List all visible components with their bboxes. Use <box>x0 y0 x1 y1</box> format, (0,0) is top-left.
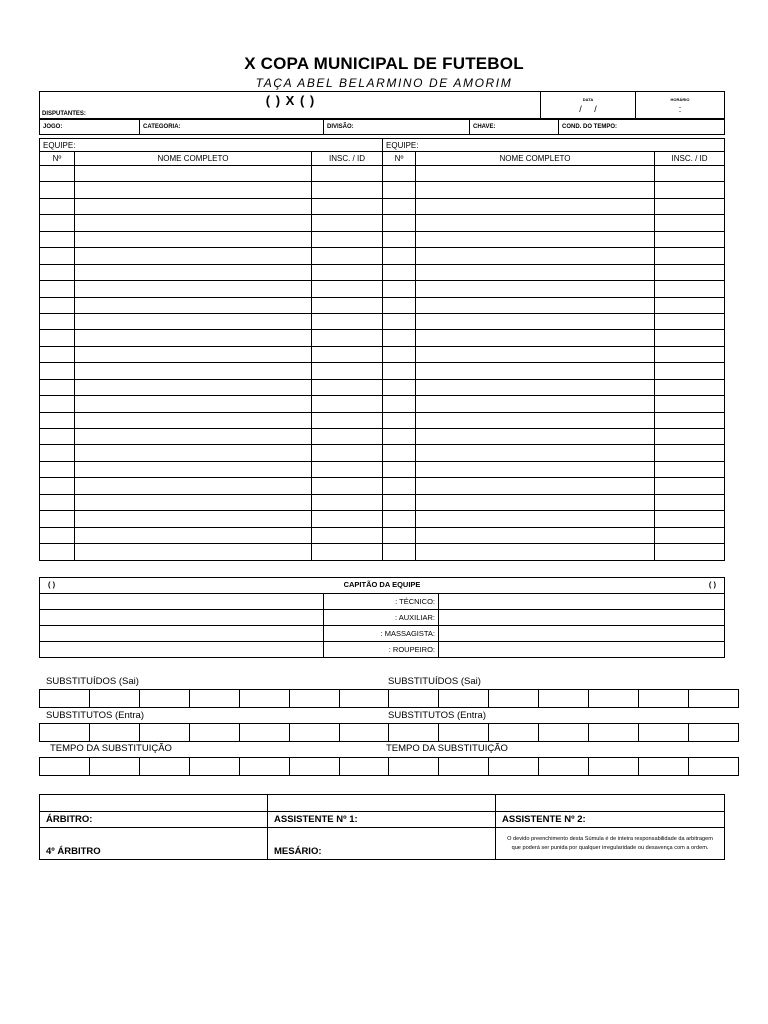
player-num-b-cell[interactable] <box>383 511 416 527</box>
player-insc-b-cell[interactable] <box>655 297 725 313</box>
auxiliar-right-field[interactable] <box>439 610 725 626</box>
player-insc-b-cell[interactable] <box>655 511 725 527</box>
player-num-b-cell[interactable] <box>383 379 416 395</box>
player-row <box>40 313 725 329</box>
player-insc-a-cell[interactable] <box>312 527 383 543</box>
col-insc-b: INSC. / ID <box>655 152 725 166</box>
player-num-a-cell[interactable] <box>40 478 75 494</box>
officials-blank-1[interactable] <box>40 795 268 812</box>
player-num-a-cell[interactable] <box>40 445 75 461</box>
player-insc-a-cell[interactable] <box>312 544 383 560</box>
player-num-b-cell[interactable] <box>383 544 416 560</box>
player-row <box>40 527 725 543</box>
player-num-a-cell[interactable] <box>40 429 75 445</box>
player-num-a-cell[interactable] <box>40 231 75 247</box>
player-nome-a-cell[interactable] <box>75 346 312 362</box>
player-insc-b-cell[interactable] <box>655 412 725 428</box>
player-nome-b-cell[interactable] <box>416 527 655 543</box>
player-num-a-cell[interactable] <box>40 198 75 214</box>
player-nome-a-cell[interactable] <box>75 182 312 198</box>
player-row <box>40 412 725 428</box>
player-num-a-cell[interactable] <box>40 281 75 297</box>
player-nome-a-cell[interactable] <box>75 412 312 428</box>
player-num-a-cell[interactable] <box>40 313 75 329</box>
player-row <box>40 281 725 297</box>
player-insc-a-cell[interactable] <box>312 429 383 445</box>
officials-blank-3[interactable] <box>496 795 725 812</box>
cond-tempo-field[interactable]: COND. DO TEMPO: <box>559 120 725 135</box>
player-row <box>40 379 725 395</box>
substitution-cell[interactable] <box>439 758 489 776</box>
player-row <box>40 363 725 379</box>
player-nome-a-cell[interactable] <box>75 494 312 510</box>
player-insc-b-cell[interactable] <box>655 461 725 477</box>
substitution-cell[interactable] <box>189 724 239 742</box>
substituidos-grid <box>39 689 739 708</box>
player-insc-b-cell[interactable] <box>655 182 725 198</box>
player-row <box>40 330 725 346</box>
player-insc-a-cell[interactable] <box>312 363 383 379</box>
player-insc-b-cell[interactable] <box>655 248 725 264</box>
player-insc-b-cell[interactable] <box>655 396 725 412</box>
substitutos-a-label: SUBSTITUTOS (Entra) <box>46 710 145 721</box>
assistente1-field[interactable]: ASSISTENTE Nº 1: <box>268 812 496 828</box>
substituidos-b-label: SUBSTITUÍDOS (Sai) <box>388 676 481 687</box>
player-num-b-cell[interactable] <box>383 494 416 510</box>
staff-table <box>39 577 725 658</box>
player-insc-b-cell[interactable] <box>655 231 725 247</box>
player-nome-b-cell[interactable] <box>416 346 655 362</box>
player-nome-a-cell[interactable] <box>75 461 312 477</box>
player-nome-b-cell[interactable] <box>416 544 655 560</box>
player-num-b-cell[interactable] <box>383 527 416 543</box>
player-insc-a-cell[interactable] <box>312 379 383 395</box>
player-nome-a-cell[interactable] <box>75 396 312 412</box>
player-nome-b-cell[interactable] <box>416 297 655 313</box>
player-nome-b-cell[interactable] <box>416 461 655 477</box>
col-nome-a: NOME COMPLETO <box>75 152 312 166</box>
time-value: : <box>678 104 682 114</box>
col-num-a: Nº <box>40 152 75 166</box>
player-nome-b-cell[interactable] <box>416 182 655 198</box>
substitution-cell[interactable] <box>40 690 90 708</box>
player-row <box>40 215 725 231</box>
substituidos-a-label: SUBSTITUÍDOS (Sai) <box>46 676 139 687</box>
tempo-a-label: TEMPO DA SUBSTITUIÇÃO <box>50 743 172 754</box>
tecnico-left-field[interactable] <box>40 594 324 610</box>
player-num-a-cell[interactable] <box>40 166 75 182</box>
player-nome-b-cell[interactable] <box>416 231 655 247</box>
substitution-cell[interactable] <box>539 690 589 708</box>
player-nome-b-cell[interactable] <box>416 215 655 231</box>
player-nome-b-cell[interactable] <box>416 379 655 395</box>
substitution-cell[interactable] <box>289 690 339 708</box>
player-row <box>40 494 725 510</box>
player-insc-a-cell[interactable] <box>312 445 383 461</box>
player-num-b-cell[interactable] <box>383 182 416 198</box>
substitution-cell[interactable] <box>489 724 539 742</box>
player-nome-a-cell[interactable] <box>75 281 312 297</box>
player-insc-a-cell[interactable] <box>312 412 383 428</box>
player-insc-a-cell[interactable] <box>312 461 383 477</box>
roupeiro-label: : ROUPEIRO: <box>324 642 439 658</box>
substitution-cell[interactable] <box>688 724 738 742</box>
player-num-b-cell[interactable] <box>383 445 416 461</box>
player-row <box>40 461 725 477</box>
substitution-cell[interactable] <box>139 758 189 776</box>
player-num-a-cell[interactable] <box>40 544 75 560</box>
auxiliar-label: : AUXILIAR: <box>324 610 439 626</box>
player-row <box>40 297 725 313</box>
substitution-cell[interactable] <box>688 690 738 708</box>
col-insc-a: INSC. / ID <box>312 152 383 166</box>
player-nome-b-cell[interactable] <box>416 330 655 346</box>
player-insc-a-cell[interactable] <box>312 198 383 214</box>
substitution-cell[interactable] <box>639 690 689 708</box>
substitution-cell[interactable] <box>539 724 589 742</box>
player-insc-b-cell[interactable] <box>655 544 725 560</box>
player-num-b-cell[interactable] <box>383 346 416 362</box>
form-subtitle: TAÇA ABEL BELARMINO DE AMORIM <box>255 76 513 90</box>
player-num-b-cell[interactable] <box>383 429 416 445</box>
player-row <box>40 346 725 362</box>
substitution-cell[interactable] <box>339 758 389 776</box>
player-nome-b-cell[interactable] <box>416 313 655 329</box>
player-num-a-cell[interactable] <box>40 527 75 543</box>
player-num-a-cell[interactable] <box>40 494 75 510</box>
player-row <box>40 429 725 445</box>
player-num-a-cell[interactable] <box>40 379 75 395</box>
player-nome-b-cell[interactable] <box>416 363 655 379</box>
date-label: DATA <box>582 97 594 102</box>
substitution-cell[interactable] <box>489 690 539 708</box>
player-nome-b-cell[interactable] <box>416 429 655 445</box>
substitution-cell[interactable] <box>239 758 289 776</box>
player-num-b-cell[interactable] <box>383 198 416 214</box>
player-insc-a-cell[interactable] <box>312 297 383 313</box>
substitution-cell[interactable] <box>239 724 289 742</box>
substitutos-grid <box>39 723 739 742</box>
disputantes-cell[interactable] <box>40 92 541 119</box>
substitution-cell[interactable] <box>439 690 489 708</box>
substitution-cell[interactable] <box>139 724 189 742</box>
divisao-field[interactable]: DIVISÃO: <box>324 120 470 135</box>
time-label: HORÁRIO <box>670 97 690 102</box>
substitution-cell[interactable] <box>389 724 439 742</box>
player-insc-a-cell[interactable] <box>312 313 383 329</box>
player-insc-b-cell[interactable] <box>655 346 725 362</box>
player-insc-b-cell[interactable] <box>655 264 725 280</box>
player-row <box>40 396 725 412</box>
player-num-a-cell[interactable] <box>40 346 75 362</box>
player-insc-b-cell[interactable] <box>655 379 725 395</box>
player-nome-a-cell[interactable] <box>75 527 312 543</box>
captain-left: ( ) <box>48 580 56 589</box>
captain-label: CAPITÃO DA EQUIPE <box>343 580 421 589</box>
player-insc-a-cell[interactable] <box>312 281 383 297</box>
player-num-a-cell[interactable] <box>40 264 75 280</box>
player-nome-a-cell[interactable] <box>75 478 312 494</box>
player-nome-b-cell[interactable] <box>416 166 655 182</box>
tecnico-label: : TÉCNICO: <box>324 594 439 610</box>
player-num-b-cell[interactable] <box>383 231 416 247</box>
quarto-arbitro-field[interactable]: 4º ÁRBITRO <box>40 844 268 860</box>
player-insc-b-cell[interactable] <box>655 330 725 346</box>
substitution-cell[interactable] <box>639 724 689 742</box>
officials-blank-2[interactable] <box>268 795 496 812</box>
equipe-b-field[interactable]: EQUIPE: <box>383 139 725 152</box>
form-title: X COPA MUNICIPAL DE FUTEBOL <box>244 54 524 73</box>
player-row <box>40 264 725 280</box>
player-insc-b-cell[interactable] <box>655 198 725 214</box>
player-row <box>40 248 725 264</box>
massagista-left-field[interactable] <box>40 626 324 642</box>
substitution-cell[interactable] <box>339 724 389 742</box>
player-nome-a-cell[interactable] <box>75 297 312 313</box>
player-insc-b-cell[interactable] <box>655 215 725 231</box>
player-insc-b-cell[interactable] <box>655 527 725 543</box>
substitution-cell[interactable] <box>489 758 539 776</box>
player-nome-b-cell[interactable] <box>416 248 655 264</box>
player-num-b-cell[interactable] <box>383 215 416 231</box>
player-num-a-cell[interactable] <box>40 248 75 264</box>
player-insc-b-cell[interactable] <box>655 281 725 297</box>
player-insc-b-cell[interactable] <box>655 478 725 494</box>
substitution-cell[interactable] <box>539 758 589 776</box>
massagista-label: : MASSAGISTA: <box>324 626 439 642</box>
player-num-a-cell[interactable] <box>40 215 75 231</box>
player-nome-a-cell[interactable] <box>75 166 312 182</box>
player-nome-a-cell[interactable] <box>75 231 312 247</box>
player-nome-a-cell[interactable] <box>75 215 312 231</box>
player-num-b-cell[interactable] <box>383 412 416 428</box>
chave-field[interactable]: CHAVE: <box>470 120 559 135</box>
match-header-table <box>39 91 725 119</box>
substitution-cell[interactable] <box>89 690 139 708</box>
player-num-a-cell[interactable] <box>40 461 75 477</box>
player-num-a-cell[interactable] <box>40 511 75 527</box>
substitutos-b-label: SUBSTITUTOS (Entra) <box>388 710 487 721</box>
arbitro-field[interactable]: ÁRBITRO: <box>40 812 268 828</box>
player-num-b-cell[interactable] <box>383 297 416 313</box>
player-num-b-cell[interactable] <box>383 396 416 412</box>
player-row <box>40 166 725 182</box>
substitution-cell[interactable] <box>439 724 489 742</box>
roupeiro-left-field[interactable] <box>40 642 324 658</box>
player-insc-a-cell[interactable] <box>312 264 383 280</box>
player-insc-b-cell[interactable] <box>655 445 725 461</box>
assistente2-field[interactable]: ASSISTENTE Nº 2: <box>496 812 725 828</box>
player-nome-b-cell[interactable] <box>416 396 655 412</box>
player-num-b-cell[interactable] <box>383 264 416 280</box>
player-nome-b-cell[interactable] <box>416 478 655 494</box>
substitution-cell[interactable] <box>89 758 139 776</box>
player-nome-a-cell[interactable] <box>75 264 312 280</box>
player-row <box>40 198 725 214</box>
equipe-a-field[interactable]: EQUIPE: <box>40 139 383 152</box>
substitution-cell[interactable] <box>289 758 339 776</box>
player-insc-a-cell[interactable] <box>312 166 383 182</box>
player-row <box>40 445 725 461</box>
player-insc-a-cell[interactable] <box>312 511 383 527</box>
player-num-b-cell[interactable] <box>383 478 416 494</box>
player-nome-a-cell[interactable] <box>75 248 312 264</box>
responsibility-note: O devido preenchimento desta Súmula é de inteira responsabilidade da arbitragem que poderá ser punida por qualquer irregularidade ou desavença com a ordem. <box>496 828 725 860</box>
player-nome-a-cell[interactable] <box>75 379 312 395</box>
substitution-cell[interactable] <box>589 758 639 776</box>
player-num-b-cell[interactable] <box>383 166 416 182</box>
player-insc-a-cell[interactable] <box>312 478 383 494</box>
substitution-cell[interactable] <box>639 758 689 776</box>
player-num-b-cell[interactable] <box>383 461 416 477</box>
mesario-field[interactable]: MESÁRIO: <box>268 844 496 860</box>
player-nome-a-cell[interactable] <box>75 198 312 214</box>
quarto-arbitro-top[interactable] <box>40 828 268 844</box>
massagista-right-field[interactable] <box>439 626 725 642</box>
substitution-cell[interactable] <box>389 758 439 776</box>
substitution-cell[interactable] <box>89 724 139 742</box>
substitution-cell[interactable] <box>688 758 738 776</box>
match-info-table <box>39 119 725 135</box>
roupeiro-right-field[interactable] <box>439 642 725 658</box>
player-num-b-cell[interactable] <box>383 313 416 329</box>
player-row <box>40 478 725 494</box>
mesario-top[interactable] <box>268 828 496 844</box>
auxiliar-left-field[interactable] <box>40 610 324 626</box>
player-nome-a-cell[interactable] <box>75 363 312 379</box>
player-insc-b-cell[interactable] <box>655 494 725 510</box>
substitution-cell[interactable] <box>40 758 90 776</box>
captain-right: ( ) <box>708 580 717 589</box>
player-row <box>40 231 725 247</box>
player-nome-b-cell[interactable] <box>416 511 655 527</box>
player-insc-a-cell[interactable] <box>312 330 383 346</box>
players-table <box>39 138 725 561</box>
player-row <box>40 182 725 198</box>
date-value: / / <box>579 104 597 114</box>
player-num-a-cell[interactable] <box>40 363 75 379</box>
player-nome-a-cell[interactable] <box>75 445 312 461</box>
player-insc-a-cell[interactable] <box>312 494 383 510</box>
player-num-b-cell[interactable] <box>383 330 416 346</box>
substitution-cell[interactable] <box>589 724 639 742</box>
player-insc-b-cell[interactable] <box>655 166 725 182</box>
player-nome-b-cell[interactable] <box>416 445 655 461</box>
player-nome-b-cell[interactable] <box>416 198 655 214</box>
player-nome-b-cell[interactable] <box>416 412 655 428</box>
substitution-cell[interactable] <box>189 758 239 776</box>
player-nome-a-cell[interactable] <box>75 544 312 560</box>
categoria-field[interactable]: CATEGORIA: <box>140 120 324 135</box>
player-insc-a-cell[interactable] <box>312 248 383 264</box>
player-nome-a-cell[interactable] <box>75 429 312 445</box>
disputantes-label: DISPUTANTES: <box>42 111 86 117</box>
substitution-cell[interactable] <box>139 690 189 708</box>
player-insc-b-cell[interactable] <box>655 313 725 329</box>
player-nome-b-cell[interactable] <box>416 281 655 297</box>
player-num-a-cell[interactable] <box>40 182 75 198</box>
player-num-b-cell[interactable] <box>383 248 416 264</box>
player-nome-a-cell[interactable] <box>75 313 312 329</box>
teams-vs: ( ) X ( ) <box>265 93 315 108</box>
substitution-cell[interactable] <box>40 724 90 742</box>
player-insc-a-cell[interactable] <box>312 396 383 412</box>
player-nome-a-cell[interactable] <box>75 330 312 346</box>
player-num-b-cell[interactable] <box>383 281 416 297</box>
player-insc-a-cell[interactable] <box>312 231 383 247</box>
substitution-cell[interactable] <box>589 690 639 708</box>
player-num-a-cell[interactable] <box>40 412 75 428</box>
player-insc-b-cell[interactable] <box>655 363 725 379</box>
col-nome-b: NOME COMPLETO <box>416 152 655 166</box>
player-num-b-cell[interactable] <box>383 363 416 379</box>
tempo-grid <box>39 757 739 776</box>
player-nome-b-cell[interactable] <box>416 264 655 280</box>
date-cell[interactable] <box>541 92 636 119</box>
player-num-a-cell[interactable] <box>40 330 75 346</box>
player-num-a-cell[interactable] <box>40 297 75 313</box>
tempo-b-label: TEMPO DA SUBSTITUIÇÃO <box>386 743 508 754</box>
col-num-b: Nº <box>383 152 416 166</box>
player-insc-b-cell[interactable] <box>655 429 725 445</box>
player-row <box>40 511 725 527</box>
tecnico-right-field[interactable] <box>439 594 725 610</box>
time-cell[interactable] <box>636 92 725 119</box>
player-insc-a-cell[interactable] <box>312 215 383 231</box>
substitution-cell[interactable] <box>239 690 289 708</box>
player-nome-a-cell[interactable] <box>75 511 312 527</box>
substitution-cell[interactable] <box>389 690 439 708</box>
substitution-cell[interactable] <box>339 690 389 708</box>
captain-row[interactable] <box>40 578 725 594</box>
player-row <box>40 544 725 560</box>
player-nome-b-cell[interactable] <box>416 494 655 510</box>
substitution-cell[interactable] <box>189 690 239 708</box>
player-insc-a-cell[interactable] <box>312 182 383 198</box>
player-insc-a-cell[interactable] <box>312 346 383 362</box>
substitution-cell[interactable] <box>289 724 339 742</box>
officials-table <box>39 794 725 860</box>
player-num-a-cell[interactable] <box>40 396 75 412</box>
jogo-field[interactable]: JOGO: <box>40 120 140 135</box>
